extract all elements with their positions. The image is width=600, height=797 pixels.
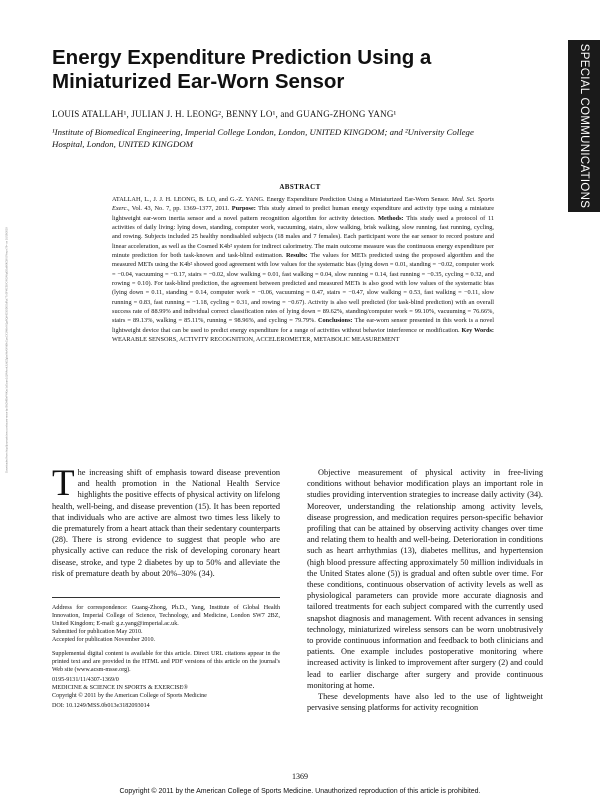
article-title bbox=[52, 46, 552, 94]
conclusions-label: Conclusions: bbox=[317, 317, 353, 325]
methods-text: This study used a protocol of 11 activities of daily living: lying down, standing, computer work, vacuuming, stairs, slow walking, brisk walking, slow running, fast running, cycling, and rowing. Subjects included 25 healthy nondisabled subjects (18 males and 7 females). Each participant wore the ear sensor to record posture and linear acceleration, as well as the Cosmed K4b² system for indirect calorimetry. The main outcome measure was the continuous energy expenditure per minute prediction for both task-known and task-blind estimation. bbox=[112, 214, 495, 260]
body-column-right bbox=[307, 467, 543, 713]
supplemental-note: Supplemental digital content is available for this article. Direct URL citations appear in the printed text and are provided in the HTML and PDF versions of this article on the journal's Web site (www.acsm-msse.org). bbox=[52, 651, 280, 674]
author-list: LOUIS ATALLAH¹, JULIAN J. H. LEONG², BENNY LO¹, and GUANG-ZHONG YANG¹ bbox=[52, 109, 397, 119]
submitted-date: Submitted for publication May 2010. bbox=[52, 629, 143, 635]
results-label: Results: bbox=[285, 252, 308, 260]
title-line-1: Energy Expenditure Prediction Using a bbox=[52, 46, 432, 69]
issn-line: 0195-9131/11/4307-1369/0 bbox=[52, 677, 119, 683]
doi-line: DOI: 10.1249/MSS.0b013e3182093014 bbox=[52, 703, 150, 709]
citation-journal: Med. Sci. Sports Exerc. bbox=[112, 196, 494, 213]
journal-name: MEDICINE & SCIENCE IN SPORTS & EXERCISE® bbox=[52, 685, 188, 691]
purpose-label: Purpose: bbox=[231, 205, 256, 213]
results-text: The values for METs predicted using the proposed algorithm and the measured METs using the K4b² showed good agreement with low values for the systematic bias (lying down = 0.01, standing = −0.02, computer work = −0.04, vacuuming = −0.17, stairs = −0.02, slow walking = 0.01, fast walking = 0.04, slow running = 0.14, fast running = −0.35, cycling = 0.32, and rowing = 0.10). For task-blind prediction, the agreement between predicted and measured METs is also good with low values of the systematic bias (lying down = 0.11, standing = 0.14, computer work = −0.06, vacuuming = 0.47, stairs = −0.47, slow walking = 0.53, fast walking = −0.11, slow running = 0.83, fast running = −1.18, cycling = 0.31, and rowing = −0.67). Activity is also well predicted (for task-blind prediction) with an overall success rate of 88.99% and individual correct classification rates of lying down = 89.62%, standing/computer work = 99.10%, vacuuming = 76.66%, stairs = 89.13%, walking = 85.11%, running = 98.96%, and cycling = 79.79%. bbox=[112, 252, 494, 325]
conclusions-text: The ear-worn sensor presented in this work is a novel lightweight device that can be used to predict energy expenditure for a range of activities without behavior interference or modification. bbox=[112, 317, 494, 334]
keywords-label: Key Words: bbox=[461, 326, 494, 334]
title-line-2: Miniaturized Ear-Worn Sensor bbox=[52, 70, 345, 93]
footer-copyright: Copyright © 2011 by the American College of Sports Medicine. Unauthorized reproduction of this article is prohibited. bbox=[119, 788, 481, 795]
download-note bbox=[2, 170, 12, 530]
affiliations bbox=[52, 126, 552, 150]
methods-label: Methods: bbox=[378, 214, 404, 222]
page-number: 1369 bbox=[292, 772, 308, 781]
section-tab-label: SPECIAL COMMUNICATIONS bbox=[578, 43, 590, 209]
abstract-heading: ABSTRACT bbox=[279, 183, 321, 191]
citation-details: , Vol. 43, No. 7, pp. 1369–1377, 2011. bbox=[128, 205, 230, 213]
purpose-text: This study aimed to predict human energy expenditure and activity type using a miniature lightweight ear-worn inertia sensor and a novel pattern recognition algorithm for activity detection. bbox=[112, 205, 494, 222]
intro-paragraph: he increasing shift of emphasis toward disease prevention and health promotion in the National Health Service highlights the positive effects of physical activity on lifelong health, well-being, and disease prevention (15). It has been reported that individuals who are active are almost two times less likely to die prematurely from a heart attack than their sedentary counterparts (28). There is strong evidence to suggest that people who are physically active can reduce the risk of developing coronary heart disease, stroke, and type 2 diabetes by up to 50% and alleviate the risk of premature death by about 20%–30% (34). bbox=[52, 468, 280, 578]
keywords-text: WEARABLE SENSORS, ACTIVITY RECOGNITION, ACCELEROMETER, METABOLIC MEASUREMENT bbox=[112, 336, 400, 344]
body-column-left bbox=[52, 463, 280, 579]
abstract-body bbox=[112, 195, 494, 345]
affiliation-line-1: ¹Institute of Biomedical Engineering, Imperial College London, London, UNITED KINGDOM; and ²University College bbox=[52, 127, 474, 137]
footnote-divider bbox=[52, 597, 280, 598]
paragraph-objective: Objective measurement of physical activity in free-living conditions without behavior modification plays an important role in studies providing intervention strategies to increase daily activity (34). Moreover, understanding the relationship among activity levels, disease progression, and medication requires person-specific behavior profiling that can be attained by observing activity changes over time and relating them to health and well-being. Deterioration in conditions such as heart arrhythmias (13), diabetes mellitus, and hypertension (high blood pressure affecting approximately 50 million individuals in the United States alone (5)) is gradual and often subtle over time. For these conditions, continuous observation of activity levels as well as physiological parameters can provide more accurate diagnosis and tailored treatments for each subject compared with the currently used snapshot diagnosis and management. With recent advances in sensing technology, miniaturized wireless sensors can be worn unobtrusively to provide continuous information and feedback to both clinicians and patients. One example includes postoperative monitoring where increased activity is linked to improvement after surgery (2) and could lead to earlier discharge after surgery and provide continuous monitoring at home. bbox=[307, 468, 543, 690]
correspondence-address: Address for correspondence: Guang-Zhong, Ph.D., Yang, Institute of Global Health Innovation, Imperial College of Science, Technology, and Medicine, London SW7 2BZ, United Kingdom; E-mail: g.z.yang@imperial.ac.uk. bbox=[52, 605, 280, 628]
citation-authors: ATALLAH, L., J. J. H. LEONG, B. LO, and G.-Z. YANG. Energy Expenditure Prediction Using a Miniaturized Ear-Worn Sensor. bbox=[112, 196, 450, 203]
paragraph-developments: These developments have also led to the use of lightweight pervasive sensing platforms for activity recognition bbox=[307, 692, 543, 713]
accepted-date: Accepted for publication November 2010. bbox=[52, 637, 156, 643]
drop-cap: T bbox=[52, 463, 75, 504]
affiliation-line-2: Hospital, London, UNITED KINGDOM bbox=[52, 139, 194, 149]
download-note-text: Downloaded from http://journals.lww.com/acsm-msse by BhDMf5ePHKav1zEoum1tQfN4a+kJLhEZgbsIHo4XMi0hCywCX1AWnYQp/IlQrHD3i3D0OdRyi7TvSFl4Cf3VC4/OAVpDDa8KKGKV0Ymy+78= on 10/19/2019 bbox=[5, 227, 9, 473]
copyright-line: Copyright © 2011 by the American College of Sports Medicine bbox=[52, 693, 207, 699]
